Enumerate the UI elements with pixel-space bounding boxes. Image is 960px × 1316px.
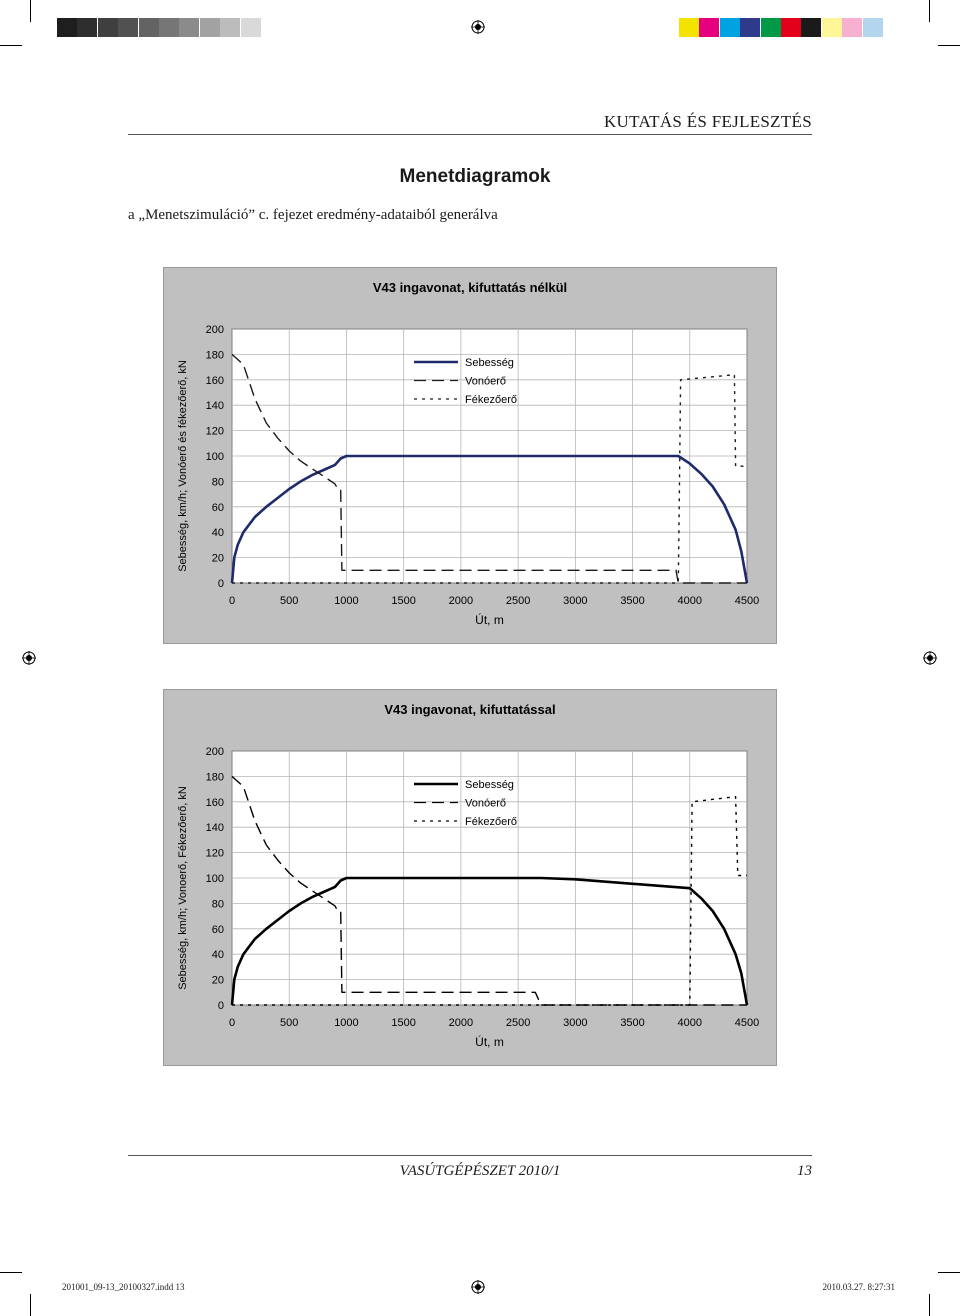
grayscale-swatch (179, 18, 199, 37)
chart-panel-1 (163, 267, 777, 644)
y-tick-label: 60 (211, 923, 224, 936)
color-swatch (842, 18, 862, 37)
y-tick-label: 100 (205, 873, 224, 885)
y-tick-label: 20 (211, 552, 224, 565)
crop-mark (0, 1272, 22, 1273)
page-subtitle: a „Menetszimuláció” c. fejezet eredmény-adataiból generálva (128, 207, 498, 223)
y-tick-label: 160 (205, 374, 224, 387)
grayscale-swatch (220, 18, 240, 37)
x-tick-label: 0 (228, 595, 236, 607)
legend-label: Fékezőerő (465, 816, 517, 828)
x-tick-label: 4000 (677, 1017, 703, 1029)
color-swatch (801, 18, 821, 37)
x-tick-label: 1000 (334, 1017, 359, 1029)
crop-mark (938, 1272, 960, 1273)
y-tick-label: 40 (211, 527, 224, 540)
chart-title: V43 ingavonat, kifuttatással (384, 702, 556, 717)
page-number: 13 (797, 1163, 812, 1179)
y-tick-label: 140 (205, 400, 224, 413)
x-tick-label: 3500 (620, 1017, 645, 1029)
footer-rule (128, 1155, 812, 1156)
y-tick-label: 0 (217, 578, 224, 590)
crop-mark (30, 0, 31, 22)
x-tick-label: 2500 (505, 1017, 531, 1029)
journal-name: VASÚTGÉPÉSZET 2010/1 (399, 1163, 561, 1179)
legend-label: Sebesség (465, 357, 514, 369)
color-swatch (781, 18, 801, 37)
chart-1-svg (164, 268, 776, 643)
x-tick-label: 2000 (448, 1017, 474, 1029)
grayscale-swatch (200, 18, 220, 37)
grayscale-swatch (241, 18, 261, 37)
slug-date: 2010.03.27. 8:27:31 (822, 1282, 895, 1292)
y-tick-label: 120 (205, 847, 224, 860)
legend-label: Vonóerő (465, 375, 506, 388)
x-tick-label: 3500 (620, 595, 645, 607)
x-axis-label: Út, m (475, 613, 504, 627)
x-tick-label: 4500 (734, 595, 760, 607)
grayscale-swatch (77, 18, 97, 37)
chart-2-svg (164, 690, 776, 1065)
grayscale-swatch (57, 18, 77, 37)
color-swatch (761, 18, 781, 37)
grayscale-swatch (139, 18, 159, 37)
registration-mark-icon (471, 20, 485, 34)
registration-mark-icon (923, 651, 937, 665)
color-swatch (822, 18, 842, 37)
y-tick-label: 0 (217, 1000, 224, 1012)
x-tick-label: 4000 (677, 595, 703, 607)
legend-label: Vonóerő (465, 797, 506, 810)
x-tick-label: 1500 (391, 595, 416, 607)
x-tick-label: 3000 (563, 1017, 588, 1029)
y-tick-label: 140 (205, 822, 224, 835)
y-tick-label: 80 (211, 476, 224, 489)
y-tick-label: 40 (211, 949, 224, 962)
y-axis-label: Sebesség, km/h; Vonoerő, Fékezőerő, kN (177, 786, 189, 990)
crop-mark (929, 1294, 930, 1316)
color-swatch (740, 18, 760, 37)
x-tick-label: 500 (280, 595, 299, 607)
color-swatch (863, 18, 883, 37)
legend-label: Sebesség (465, 779, 514, 791)
color-swatch (679, 18, 699, 37)
y-tick-label: 100 (205, 451, 224, 463)
x-tick-label: 3000 (563, 595, 588, 607)
x-tick-label: 2000 (448, 595, 474, 607)
chart-panel-2 (163, 689, 777, 1066)
section-header: KUTATÁS ÉS FEJLESZTÉS (603, 112, 812, 131)
page-title: Menetdiagramok (399, 166, 551, 187)
x-tick-label: 1000 (334, 595, 359, 607)
color-swatch (699, 18, 719, 37)
y-tick-label: 120 (205, 425, 224, 438)
registration-mark-icon (471, 1280, 485, 1294)
y-tick-label: 20 (211, 974, 224, 987)
y-tick-label: 180 (205, 771, 224, 784)
crop-mark (938, 45, 960, 46)
slug-filename: 201001_09-13_20100327.indd 13 (62, 1282, 185, 1292)
y-tick-label: 180 (205, 349, 224, 362)
y-tick-label: 200 (205, 746, 224, 758)
header-rule (128, 134, 812, 135)
y-tick-label: 200 (205, 324, 224, 336)
crop-mark (30, 1294, 31, 1316)
y-tick-label: 80 (211, 898, 224, 911)
y-tick-label: 160 (205, 796, 224, 809)
crop-mark (0, 45, 22, 46)
grayscale-swatch (118, 18, 138, 37)
color-swatch (720, 18, 740, 37)
grayscale-swatch (159, 18, 179, 37)
x-tick-label: 1500 (391, 1017, 416, 1029)
crop-mark (929, 0, 930, 22)
x-tick-label: 0 (228, 1017, 236, 1029)
x-tick-label: 500 (280, 1017, 299, 1029)
x-tick-label: 2500 (505, 595, 531, 607)
x-tick-label: 4500 (734, 1017, 760, 1029)
registration-mark-icon (22, 651, 36, 665)
legend-label: Fékezőerő (465, 394, 517, 406)
chart-title: V43 ingavonat, kifuttatás nélkül (372, 280, 568, 295)
y-tick-label: 60 (211, 501, 224, 514)
grayscale-swatch (98, 18, 118, 37)
y-axis-label: Sebesség, km/h; Vonóerő és fékezőerő, kN (177, 360, 189, 572)
x-axis-label: Út, m (475, 1035, 504, 1049)
